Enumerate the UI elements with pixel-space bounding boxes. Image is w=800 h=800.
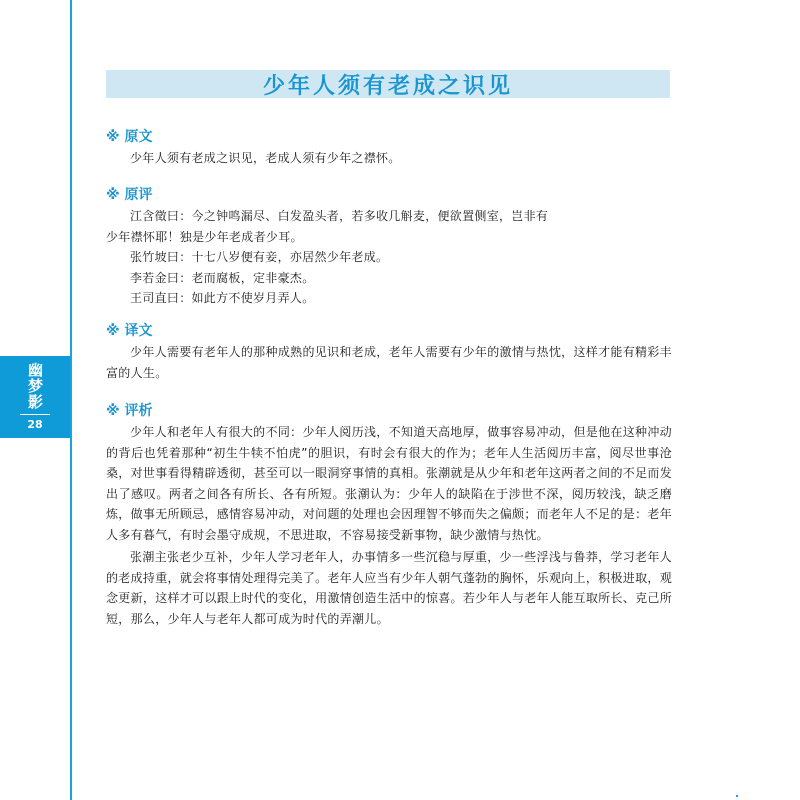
comment-line: 王司直曰：如此方不使岁月弄人。 (130, 291, 315, 305)
page-number: 28 (27, 418, 43, 431)
side-tab-divider (20, 414, 50, 415)
side-tab (0, 356, 70, 438)
chapter-title-bar (106, 70, 670, 98)
section-translation (106, 322, 672, 383)
corner-mark (736, 795, 738, 797)
section-analysis (106, 402, 672, 629)
comment-line: 江含徵曰：今之钟鸣漏尽、白发盈头者，若多收几斛麦，便欲置侧室，岂非有 (130, 209, 549, 223)
original-text: 少年人须有老成之识见，老成人须有少年之襟怀。 (130, 151, 401, 165)
section-heading-translation: ※ 译文 (106, 323, 153, 339)
analysis-paragraph: 少年人和老年人有很大的不同：少年人阅历浅，不知道天高地厚，做事容易冲动，但是他在这种冲动的背后也凭着那种“初生牛犊不怕虎”的胆识，有时会有很大的作为；老年人生活阅历丰富，阅尽世事沧桑，对世事看得精辟透彻，甚至可以一眼洞穿事情的真相。张潮就是从少年和老年这两者之间的不足而发出了感叹。两者之间各有所长、各有所短。张潮认为：少年人的缺陷在于涉世不深，阅历较浅，缺乏磨炼，做事无所顾忌，感情容易冲动，对问题的处理也会因理智不够而失之偏颇；而老年人不足的是：老年人多有暮气，有时会墨守成规，不思进取，不容易接受新事物，缺少激情与热忱。 (106, 425, 672, 542)
section-original (106, 128, 672, 169)
translation-text: 少年人需要有老年人的那种成熟的见识和老成，老年人需要有少年的激情与热忱，这样才能有精彩丰富的人生。 (106, 345, 672, 380)
comment-line: 张竹坡曰：十七八岁便有妾，亦居然少年老成。 (130, 250, 389, 264)
section-heading-original: ※ 原文 (106, 129, 153, 145)
section-heading-comments: ※ 原评 (106, 187, 153, 203)
analysis-paragraph: 张潮主张老少互补，少年人学习老年人，办事情多一些沉稳与厚重，少一些浮浅与鲁莽，学习老年人的老成持重，就会将事情处理得完美了。老年人应当有少年人朝气蓬勃的胸怀，乐观向上，积极进取，观念更新，这样才可以跟上时代的变化，用激情创造生活中的惊喜。若少年人与老年人能互取所长、克己所短，那么，少年人与老年人都可成为时代的弄潮儿。 (106, 550, 672, 626)
margin-rule (70, 0, 72, 800)
chapter-title: 少年人须有老成之识见 (262, 72, 513, 99)
book-title-vertical: 幽梦影 (28, 361, 44, 411)
section-heading-analysis: ※ 评析 (106, 403, 153, 419)
section-comments (106, 186, 672, 309)
comment-line: 李若金曰：老而腐板，定非豪杰。 (130, 270, 315, 285)
comment-line: 少年襟怀耶！独是少年老成者少耳。 (106, 229, 303, 244)
